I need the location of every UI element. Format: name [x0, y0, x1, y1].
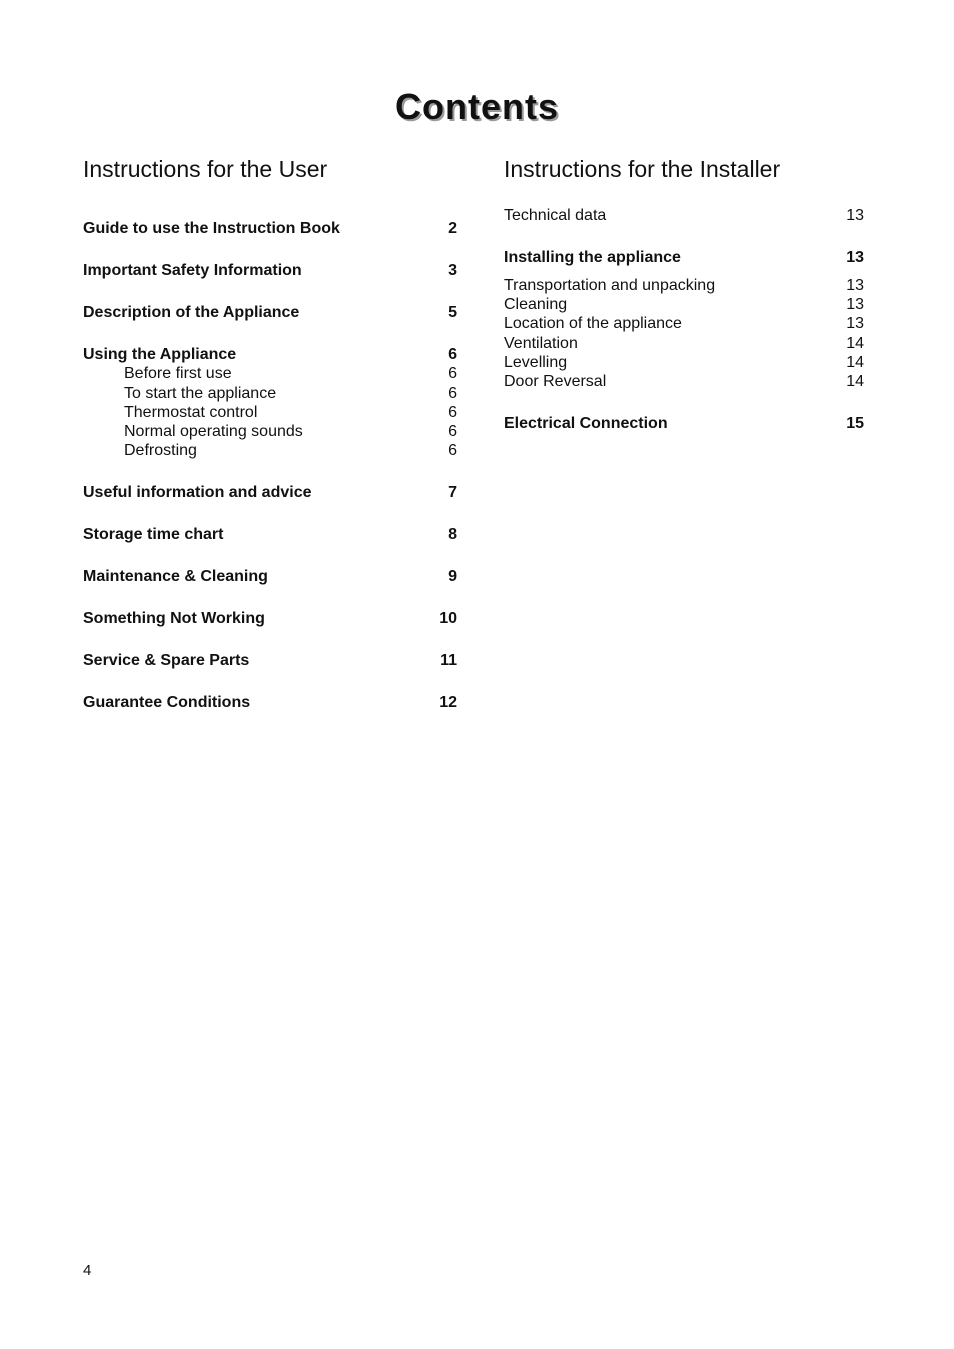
toc-entry-label: Transportation and unpacking — [504, 277, 716, 294]
toc-entry-page: 6 — [448, 346, 457, 363]
toc-entry-label: Description of the Appliance — [83, 304, 300, 321]
toc-entry[interactable] — [83, 261, 457, 281]
toc-entry-label: Guide to use the Instruction Book — [83, 220, 340, 237]
toc-entry-label: Levelling — [504, 354, 568, 371]
toc-entry[interactable] — [504, 206, 864, 226]
toc-entry[interactable] — [504, 276, 864, 296]
toc-entry-label: Useful information and advice — [83, 484, 312, 501]
toc-entry-label: Storage time chart — [83, 526, 224, 543]
toc-entry[interactable] — [83, 303, 457, 323]
toc-entry-label: Technical data — [504, 207, 607, 224]
toc-entry-page: 6 — [448, 385, 457, 402]
toc-entry-page: 2 — [448, 220, 457, 237]
toc-entry-page: 6 — [448, 404, 457, 421]
toc-entry-label: Cleaning — [504, 296, 568, 313]
toc-entry-label: Maintenance & Cleaning — [83, 568, 268, 585]
toc-entry-label: To start the appliance — [124, 385, 277, 402]
toc-entry-page: 8 — [448, 526, 457, 543]
toc-entry-page: 6 — [448, 442, 457, 459]
toc-entry-page: 14 — [846, 354, 864, 371]
toc-entry[interactable] — [504, 414, 864, 434]
toc-subentry[interactable] — [83, 422, 457, 442]
toc-entry-page: 14 — [846, 335, 864, 352]
toc-entry[interactable] — [504, 334, 864, 354]
toc-subentry[interactable] — [83, 384, 457, 404]
toc-entry[interactable] — [504, 353, 864, 373]
toc-entry-label: Defrosting — [124, 442, 197, 459]
toc-entry[interactable] — [83, 609, 457, 629]
toc-entry-page: 7 — [448, 484, 457, 501]
toc-entry[interactable] — [83, 219, 457, 239]
toc-entry[interactable] — [83, 693, 457, 713]
toc-entry[interactable] — [83, 345, 457, 365]
toc-subentry[interactable] — [83, 403, 457, 423]
user-section-heading: Instructions for the User — [83, 156, 328, 182]
toc-entry-label: Location of the appliance — [504, 315, 682, 332]
toc-entry-page: 13 — [846, 315, 864, 332]
toc-entry-label: Installing the appliance — [504, 249, 681, 266]
toc-entry-page: 3 — [448, 262, 457, 279]
toc-entry[interactable] — [504, 248, 864, 268]
toc-entry[interactable] — [504, 314, 864, 334]
toc-entry-label: Electrical Connection — [504, 415, 668, 432]
toc-entry[interactable] — [83, 483, 457, 503]
toc-entry-label: Service & Spare Parts — [83, 652, 250, 669]
toc-entry-page: 13 — [846, 296, 864, 313]
toc-entry-page: 12 — [439, 694, 457, 711]
toc-entry-page: 6 — [448, 365, 457, 382]
toc-entry-page: 13 — [846, 277, 864, 294]
toc-entry-label: Normal operating sounds — [124, 423, 303, 440]
toc-entry-label: Something Not Working — [83, 610, 265, 627]
toc-entry-page: 5 — [448, 304, 457, 321]
installer-section-heading: Instructions for the Installer — [504, 156, 781, 182]
toc-entry-page: 11 — [440, 652, 457, 669]
toc-entry-label: Before first use — [124, 365, 232, 382]
toc-entry-page: 15 — [846, 415, 864, 432]
toc-entry-label: Ventilation — [504, 335, 578, 352]
toc-entry[interactable] — [83, 525, 457, 545]
toc-subentry[interactable] — [83, 441, 457, 461]
toc-entry-label: Guarantee Conditions — [83, 694, 251, 711]
toc-entry-page: 13 — [846, 207, 864, 224]
toc-entry[interactable] — [504, 372, 864, 392]
toc-entry-page: 9 — [448, 568, 457, 585]
toc-entry[interactable] — [83, 567, 457, 587]
toc-entry-page: 14 — [846, 373, 864, 390]
toc-entry[interactable] — [83, 651, 457, 671]
toc-entry-page: 10 — [439, 610, 457, 627]
page-number: 4 — [83, 1262, 92, 1279]
toc-entry-page: 6 — [448, 423, 457, 440]
page-title: Contents — [395, 86, 559, 127]
toc-entry-label: Important Safety Information — [83, 262, 302, 279]
toc-entry-page: 13 — [846, 249, 864, 266]
toc-entry[interactable] — [504, 295, 864, 315]
toc-entry-label: Thermostat control — [124, 404, 258, 421]
toc-subentry[interactable] — [83, 364, 457, 384]
toc-entry-label: Using the Appliance — [83, 346, 237, 363]
toc-entry-label: Door Reversal — [504, 373, 607, 390]
